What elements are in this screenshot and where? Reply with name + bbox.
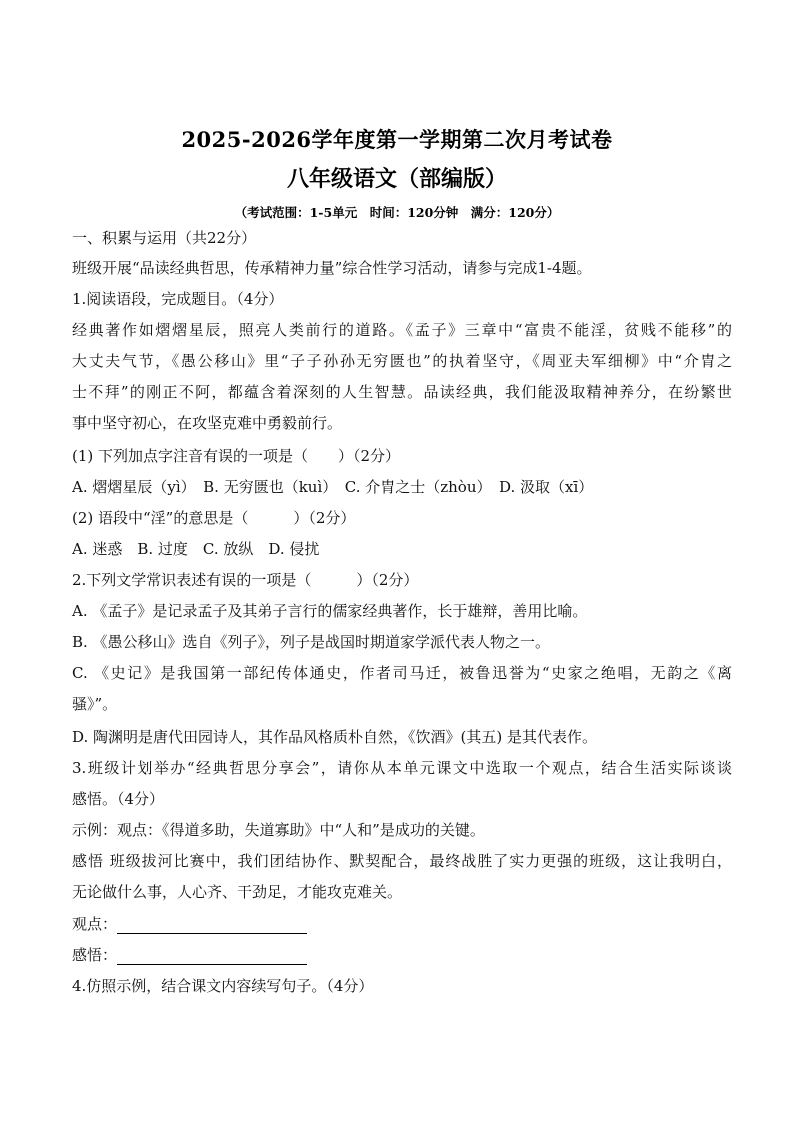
passage-line: 大丈夫气节，《愚公移山》里“子子孙孙无穷匮也”的执着坚守，《周亚夫军细柳》中“介胄之	[72, 352, 732, 370]
question-1-title: 1.阅读语段，完成题目。（4分）	[72, 290, 284, 308]
example-viewpoint: 示例：观点：《得道多助，失道寡助》中“人和”是成功的关键。	[72, 821, 485, 839]
viewpoint-blank[interactable]	[117, 918, 307, 934]
example-insight-cont: 无论做什么事，人心齐、干劲足，才能攻克难关。	[72, 883, 403, 901]
exam-subtitle: 八年级语文（部编版）	[286, 166, 507, 192]
insight-answer-line	[72, 945, 732, 965]
exam-title: 2025-2026学年度第一学期第二次月考试卷	[181, 127, 613, 152]
question-3-title-cont: 感悟。（4分）	[72, 790, 165, 808]
question-1-2: (2) 语段中“淫”的意思是（ ）（2分）	[72, 509, 356, 527]
passage-line: 事中坚守初心，在攻坚克难中勇毅前行。	[72, 414, 343, 432]
question-4-title: 4.仿照示例，结合课文内容续写句子。（4分）	[72, 977, 374, 995]
question-1-2-options: A. 迷惑 B. 过度 C. 放纵 D. 侵扰	[72, 540, 320, 558]
activity-intro: 班级开展“品读经典哲思，传承精神力量”综合性学习活动，请参与完成1-4题。	[72, 259, 592, 277]
question-1-1-options: A. 熠熠星辰（yì） B. 无穷匮也（kuì） C. 介胄之士（zhòu） D. 汲取（xī）	[72, 478, 594, 496]
question-2-option-b: B. 《愚公移山》选自《列子》，列子是战国时期道家学派代表人物之一。	[72, 633, 551, 651]
insight-label: 感悟：	[72, 946, 118, 964]
section-heading: 一、积累与运用（共22分）	[72, 229, 257, 247]
passage-line: 经典著作如熠熠星辰，照亮人类前行的道路。《孟子》三章中“富贵不能淫，贫贱不能移”的	[72, 321, 732, 339]
passage-line: 士不拜”的刚正不阿，都蕴含着深刻的人生智慧。品读经典，我们能汲取精神养分，在纷繁世	[72, 383, 732, 401]
question-2-option-a: A. 《孟子》是记录孟子及其弟子言行的儒家经典著作，长于雄辩，善用比喻。	[72, 602, 588, 620]
insight-blank[interactable]	[117, 949, 307, 965]
exam-info: （考试范围：1-5单元 时间：120分钟 满分：120分）	[234, 205, 560, 220]
question-1-1: (1) 下列加点字注音有误的一项是（ ）（2分）	[72, 447, 401, 465]
viewpoint-answer-line	[72, 914, 732, 934]
question-2-option-c-cont: 骚》”。	[72, 695, 118, 713]
question-3-title: 3.班级计划举办“经典哲思分享会”，请你从本单元课文中选取一个观点，结合生活实际谈谈	[72, 759, 732, 777]
example-insight: 感悟 班级拔河比赛中，我们团结协作、默契配合，最终战胜了实力更强的班级，这让我明白，	[72, 852, 732, 870]
question-2-option-d: D. 陶渊明是唐代田园诗人，其作品风格质朴自然，《饮酒》(其五) 是其代表作。	[72, 728, 598, 746]
viewpoint-label: 观点：	[72, 915, 118, 933]
question-2-title: 2.下列文学常识表述有误的一项是（ ）（2分）	[72, 571, 419, 589]
question-2-option-c: C. 《史记》是我国第一部纪传体通史，作者司马迁，被鲁迅誉为“史家之绝唱，无韵之《离	[72, 664, 732, 682]
